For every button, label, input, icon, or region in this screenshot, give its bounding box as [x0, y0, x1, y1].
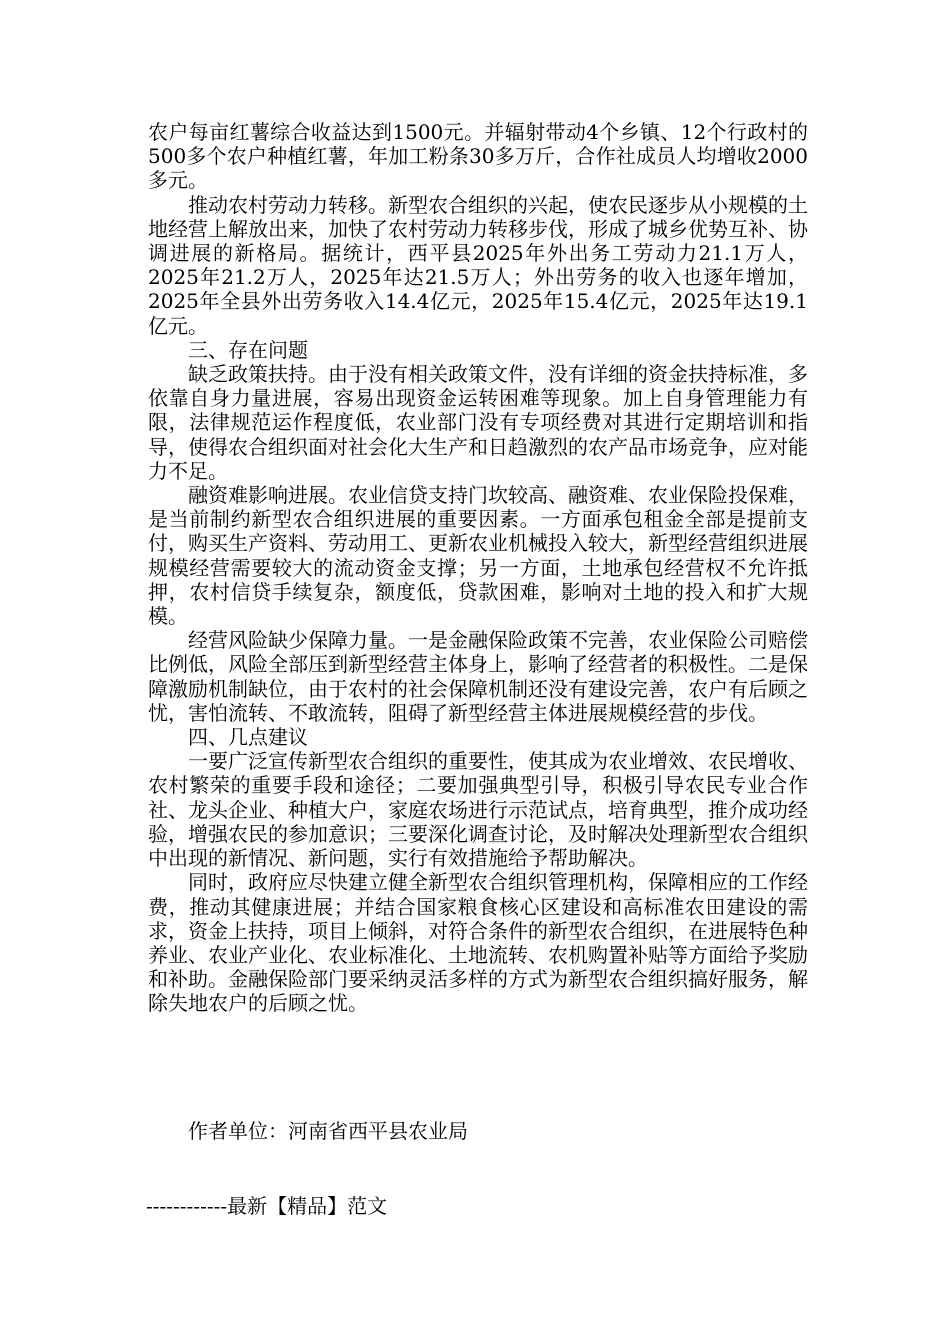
paragraph-policy-support: 缺乏政策扶持。由于没有相关政策文件，没有详细的资金扶持标准，多依靠自身力量进展，容易出现资金运转困难等现象。加上自身管理能力有限，法律规范运作程度低，农业部门没有专项经费对其进行定期培训和指导，使得农合组织面对社会化大生产和日趋激烈的农产品市场竞争，应对能力不足。 [148, 362, 808, 483]
section-heading-suggestions: 四、几点建议 [188, 725, 308, 750]
author-unit: 作者单位：河南省西平县农业局 [188, 1119, 468, 1143]
document-body [148, 120, 808, 1016]
paragraph-financing: 融资难影响进展。农业信贷支持门坎较高、融资难、农业保险投保难，是当前制约新型农合组织进展的重要因素。一方面承包租金全部是提前支付，购买生产资料、劳动用工、更新农业机械投入较大，新型经营组织进展规模经营需要较大的流动资金支撑；另一方面，土地承包经营权不允许抵押，农村信贷手续复杂，额度低，贷款困难，影响对土地的投入和扩大规模。 [148, 483, 808, 629]
section-heading-problems: 三、存在问题 [188, 337, 308, 362]
paragraph-labor-transfer: 推动农村劳动力转移。新型农合组织的兴起，使农民逐步从小规模的土地经营上解放出来，加快了农村劳动力转移步伐，形成了城乡优势互补、协调进展的新格局。据统计，西平县2025年外出务工劳动力21.1万人，2025年21.2万人，2025年达21.5万人；外出劳务的收入也逐年增加，2025年全县外出劳务收入14.4亿元，2025年15.4亿元，2025年达19.1亿元。 [148, 192, 808, 338]
paragraph-suggestion-2: 同时，政府应尽快建立健全新型农合组织管理机构，保障相应的工作经费，推动其健康进展；并结合国家粮食核心区建设和高标准农田建设的需求，资金上扶持，项目上倾斜，对符合条件的新型农合组织，在进展特色种养业、农业产业化、农业标准化、土地流转、农机购置补贴等方面给予奖励和补助。金融保险部门要采纳灵活多样的方式为新型农合组织搞好服务，解除失地农户的后顾之忧。 [148, 870, 808, 1016]
paragraph-suggestion-1: 一要广泛宣传新型农合组织的重要性，使其成为农业增效、农民增收、农村繁荣的重要手段和途径；二要加强典型引导，积极引导农民专业合作社、龙头企业、种植大户，家庭农场进行示范试点，培育典型，推介成功经验，增强农民的参加意识；三要深化调查讨论，及时解决处理新型农合组织中出现的新情况、新问题，实行有效措施给予帮助解决。 [148, 749, 808, 871]
footer-caption: ------------最新【精品】范文 [146, 1194, 388, 1218]
paragraph-risk: 经营风险缺少保障力量。一是金融保险政策不完善，农业保险公司赔偿比例低，风险全部压到新型经营主体身上，影响了经营者的积极性。二是保障激励机制缺位，由于农村的社会保障机制还没有建设完善，农户有后顾之忧，害怕流转、不敢流转，阻碍了新型经营主体进展规模经营的步伐。 [148, 628, 808, 725]
paragraph-1: 农户每亩红薯综合收益达到1500元。并辐射带动4个乡镇、12个行政村的500多个农户种植红薯，年加工粉条30多万斤，合作社成员人均增收2000多元。 [148, 120, 808, 193]
